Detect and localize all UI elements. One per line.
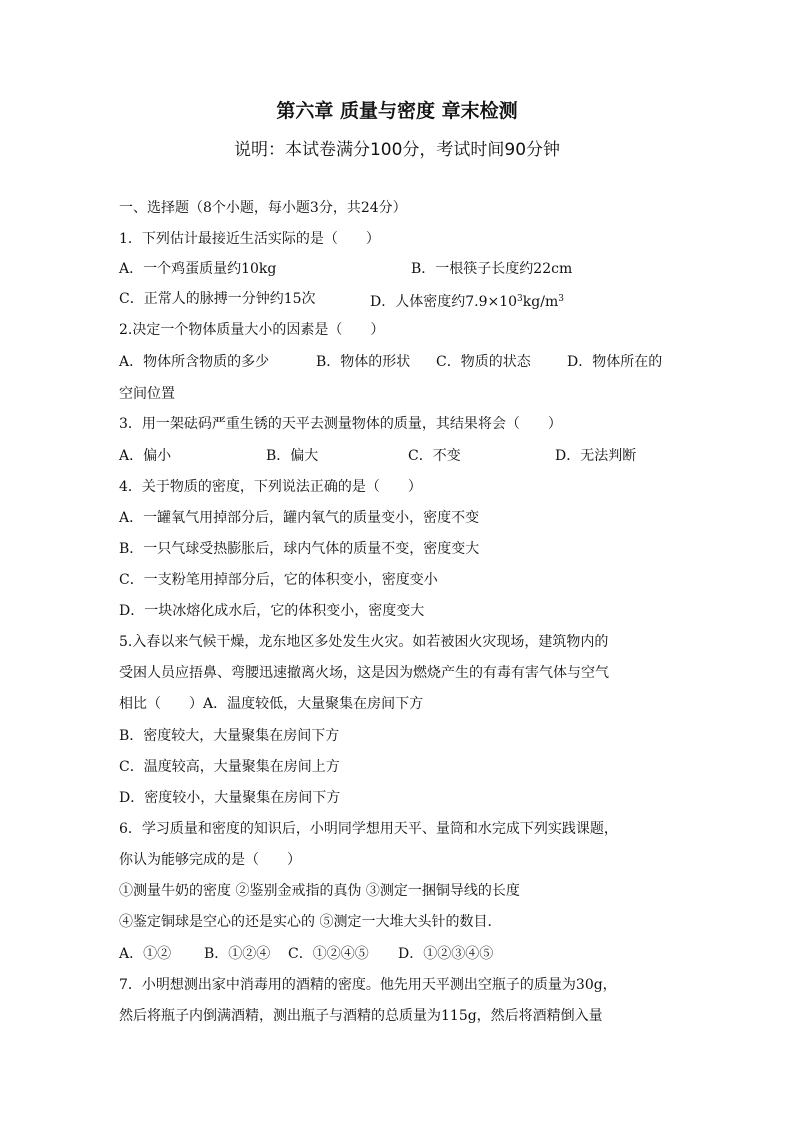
question-6-option-b: B．①②④ [204,946,271,962]
question-1-option-c: C．正常人的脉搏一分钟约15次 [119,291,316,307]
question-1-option-d [370,289,564,312]
question-1-option-a: A．一个鸡蛋质量约10kg [119,261,277,277]
question-6-stem-line-1: 6．学习质量和密度的知识后，小明同学想用天平、量筒和水完成下列实践课题， [119,821,618,837]
section-heading: 一、选择题（8个小题，每小题3分，共24分） [119,200,407,216]
question-4-option-a: A．一罐氧气用掉部分后，罐内氧气的质量变小，密度不变 [119,510,480,526]
question-3-option-c: C．不变 [408,448,461,464]
question-4-option-d: D．一块冰熔化成水后，它的体积变小，密度变大 [119,603,425,619]
question-5-stem-line-2: 受困人员应捂鼻、弯腰迅速撤离火场，这是因为燃烧产生的有毒有害气体与空气 [119,665,609,681]
question-1-option-d-exponent-1: 3 [517,294,523,304]
question-3-stem: 3．用一架砝码严重生锈的天平去测量物体的质量，其结果将会（ ） [119,416,562,432]
question-2-option-d-continuation: 空间位置 [119,386,175,402]
question-6-option-c: C．①②④⑤ [288,946,369,962]
question-3-option-b: B．偏大 [266,448,319,464]
question-7-stem-line-1: 7．小明想测出家中消毒用的酒精的密度。他先用天平测出空瓶子的质量为30g， [119,977,617,993]
question-6-items-line-1: ①测量牛奶的密度 ②鉴别金戒指的真伪 ③测定一捆铜导线的长度 [119,883,520,899]
question-1-option-d-unit: kg/m [522,294,559,310]
question-3-option-d: D．无法判断 [555,448,637,464]
question-1-stem: 1．下列估计最接近生活实际的是（ ） [119,231,380,247]
question-3-option-a: A．偏小 [119,448,172,464]
question-5-option-d: D．密度较小，大量聚集在房间下方 [119,790,341,806]
question-1-option-d-exponent-2: 3 [558,294,564,304]
question-5-option-c: C．温度较高，大量聚集在房间上方 [119,759,340,775]
question-1-option-d-text: D．人体密度约7.9×10 [370,294,518,310]
question-2-option-a: A．物体所含物质的多少 [119,354,270,370]
question-6-items-line-2: ④鉴定铜球是空心的还是实心的 ⑤测定一大堆大头针的数目． [119,914,502,930]
question-5-stem-line-3: 相比（ ）A．温度较低，大量聚集在房间下方 [119,696,424,712]
question-2-option-b: B．物体的形状 [316,354,411,370]
question-4-option-b: B．一只气球受热膨胀后，球内气体的质量不变，密度变大 [119,541,480,557]
page-title: 第六章 质量与密度 章末检测 [276,100,518,122]
question-4-option-c: C．一支粉笔用掉部分后，它的体积变小，密度变小 [119,572,438,588]
question-2-option-c: C．物质的状态 [436,354,531,370]
question-6-option-d: D．①②③④⑤ [398,946,494,962]
exam-instructions: 说明：本试卷满分100分，考试时间90分钟 [233,140,561,160]
question-6-stem-line-2: 你认为能够完成的是（ ） [119,852,301,868]
question-2-option-d: D．物体所在的 [567,354,663,370]
question-5-stem-line-1: 5.入春以来气候干燥，龙东地区多处发生火灾。如若被困火灾现场，建筑物内的 [119,634,609,650]
question-2-stem: 2.决定一个物体质量大小的因素是（ ） [119,322,385,338]
question-6-option-a: A．①② [119,946,172,962]
question-5-option-b: B．密度较大，大量聚集在房间下方 [119,728,340,744]
question-7-stem-line-2: 然后将瓶子内倒满酒精，测出瓶子与酒精的总质量为115g，然后将酒精倒入量 [119,1008,603,1024]
question-1-option-b: B．一根筷子长度约22cm [411,261,573,277]
question-4-stem: 4．关于物质的密度，下列说法正确的是（ ） [119,479,422,495]
